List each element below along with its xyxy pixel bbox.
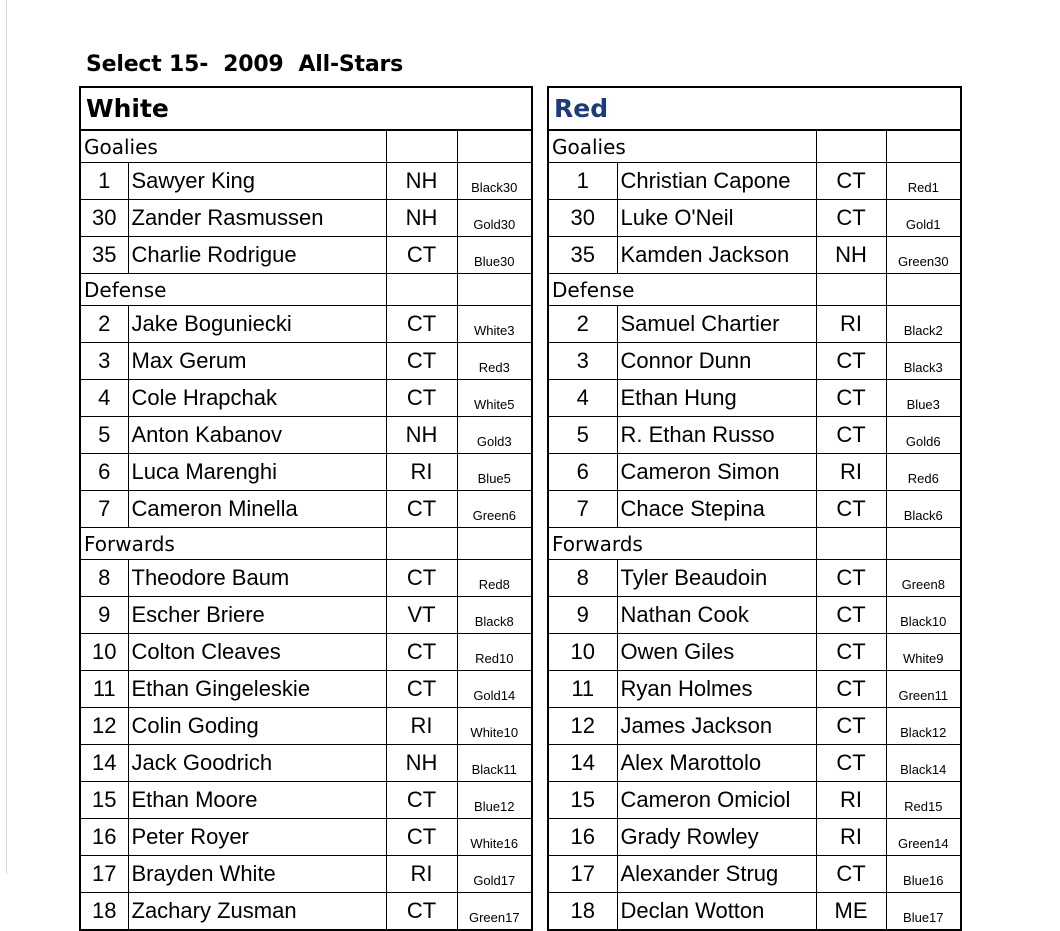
player-number: 5	[80, 417, 128, 454]
player-state: NH	[386, 163, 457, 200]
player-row	[80, 200, 532, 237]
empty-cell	[386, 528, 457, 560]
player-row	[548, 708, 961, 745]
section-header-row	[80, 130, 532, 163]
section-header-row	[80, 528, 532, 560]
player-number: 9	[80, 597, 128, 634]
player-jersey: Red10	[457, 634, 532, 671]
player-row	[548, 163, 961, 200]
player-number: 14	[548, 745, 617, 782]
white-team-roster-table	[79, 86, 533, 931]
player-row	[80, 560, 532, 597]
player-row	[80, 708, 532, 745]
player-jersey: White16	[457, 819, 532, 856]
player-jersey: Gold1	[886, 200, 961, 237]
player-number: 35	[548, 237, 617, 274]
player-number: 11	[548, 671, 617, 708]
player-state: ME	[816, 893, 886, 931]
player-number: 9	[548, 597, 617, 634]
player-row	[548, 343, 961, 380]
empty-cell	[457, 528, 532, 560]
player-row	[548, 782, 961, 819]
player-name: Jack Goodrich	[128, 745, 386, 782]
player-name: Peter Royer	[128, 819, 386, 856]
section-header-row	[548, 130, 961, 163]
player-state: CT	[816, 634, 886, 671]
player-number: 8	[548, 560, 617, 597]
section-label: Forwards	[548, 528, 816, 560]
player-name: Brayden White	[128, 856, 386, 893]
empty-cell	[386, 274, 457, 306]
empty-cell	[457, 130, 532, 163]
player-name: Ethan Gingeleskie	[128, 671, 386, 708]
player-row	[80, 491, 532, 528]
player-name: James Jackson	[617, 708, 816, 745]
player-name: Kamden Jackson	[617, 237, 816, 274]
player-row	[80, 856, 532, 893]
player-jersey: White10	[457, 708, 532, 745]
player-row	[548, 597, 961, 634]
player-name: Colton Cleaves	[128, 634, 386, 671]
player-row	[80, 380, 532, 417]
player-number: 8	[80, 560, 128, 597]
player-name: Anton Kabanov	[128, 417, 386, 454]
player-state: CT	[816, 671, 886, 708]
player-jersey: Black8	[457, 597, 532, 634]
player-state: RI	[816, 782, 886, 819]
player-name: Ryan Holmes	[617, 671, 816, 708]
player-state: VT	[386, 597, 457, 634]
player-number: 5	[548, 417, 617, 454]
player-row	[548, 634, 961, 671]
player-state: CT	[816, 163, 886, 200]
player-number: 7	[548, 491, 617, 528]
player-number: 2	[548, 306, 617, 343]
section-label: Defense	[80, 274, 386, 306]
player-name: Colin Goding	[128, 708, 386, 745]
player-state: CT	[816, 708, 886, 745]
section-header-row	[548, 274, 961, 306]
player-jersey: Black3	[886, 343, 961, 380]
player-jersey: Blue30	[457, 237, 532, 274]
player-number: 15	[80, 782, 128, 819]
player-name: Cameron Simon	[617, 454, 816, 491]
player-row	[548, 671, 961, 708]
player-number: 6	[80, 454, 128, 491]
team-header-row	[80, 87, 532, 130]
player-row	[80, 417, 532, 454]
player-number: 18	[548, 893, 617, 931]
player-row	[548, 380, 961, 417]
section-header-row	[80, 274, 532, 306]
section-label: Forwards	[80, 528, 386, 560]
player-row	[548, 856, 961, 893]
player-number: 17	[80, 856, 128, 893]
player-row	[548, 745, 961, 782]
player-jersey: Blue17	[886, 893, 961, 931]
player-name: Jake Boguniecki	[128, 306, 386, 343]
player-jersey: Black30	[457, 163, 532, 200]
player-jersey: Green6	[457, 491, 532, 528]
empty-cell	[816, 528, 886, 560]
empty-cell	[457, 274, 532, 306]
player-jersey: Gold14	[457, 671, 532, 708]
player-jersey: Black11	[457, 745, 532, 782]
player-row	[80, 597, 532, 634]
player-jersey: Gold3	[457, 417, 532, 454]
player-number: 3	[80, 343, 128, 380]
player-name: R. Ethan Russo	[617, 417, 816, 454]
player-jersey: Green17	[457, 893, 532, 931]
player-number: 30	[548, 200, 617, 237]
player-state: CT	[816, 491, 886, 528]
player-row	[548, 819, 961, 856]
player-jersey: Green14	[886, 819, 961, 856]
player-jersey: Red15	[886, 782, 961, 819]
player-number: 16	[80, 819, 128, 856]
player-state: NH	[386, 200, 457, 237]
player-row	[548, 454, 961, 491]
player-number: 6	[548, 454, 617, 491]
player-jersey: Blue12	[457, 782, 532, 819]
player-jersey: Black10	[886, 597, 961, 634]
player-jersey: Red3	[457, 343, 532, 380]
player-row	[80, 454, 532, 491]
player-name: Ethan Hung	[617, 380, 816, 417]
empty-cell	[886, 130, 961, 163]
player-state: CT	[386, 343, 457, 380]
section-label: Defense	[548, 274, 816, 306]
team-name: White	[80, 87, 532, 130]
player-number: 12	[80, 708, 128, 745]
player-row	[80, 343, 532, 380]
player-state: CT	[386, 819, 457, 856]
player-row	[80, 782, 532, 819]
empty-cell	[886, 528, 961, 560]
player-number: 3	[548, 343, 617, 380]
player-state: NH	[386, 745, 457, 782]
player-jersey: Black12	[886, 708, 961, 745]
player-row	[80, 163, 532, 200]
player-number: 17	[548, 856, 617, 893]
player-state: CT	[386, 634, 457, 671]
player-name: Sawyer King	[128, 163, 386, 200]
player-jersey: Black6	[886, 491, 961, 528]
player-row	[548, 491, 961, 528]
player-name: Zander Rasmussen	[128, 200, 386, 237]
player-state: CT	[386, 560, 457, 597]
player-state: CT	[816, 745, 886, 782]
player-number: 7	[80, 491, 128, 528]
player-name: Charlie Rodrigue	[128, 237, 386, 274]
empty-cell	[816, 274, 886, 306]
player-row	[548, 237, 961, 274]
player-number: 1	[80, 163, 128, 200]
player-jersey: Green11	[886, 671, 961, 708]
player-jersey: Blue16	[886, 856, 961, 893]
player-name: Escher Briere	[128, 597, 386, 634]
player-name: Theodore Baum	[128, 560, 386, 597]
team-header-row	[548, 87, 961, 130]
page-edge-line	[6, 0, 7, 874]
player-state: RI	[386, 454, 457, 491]
player-state: CT	[386, 893, 457, 931]
player-state: NH	[386, 417, 457, 454]
player-number: 15	[548, 782, 617, 819]
section-label: Goalies	[548, 130, 816, 163]
player-state: RI	[816, 819, 886, 856]
player-state: CT	[816, 343, 886, 380]
player-name: Christian Capone	[617, 163, 816, 200]
player-jersey: Gold30	[457, 200, 532, 237]
player-name: Owen Giles	[617, 634, 816, 671]
player-number: 11	[80, 671, 128, 708]
player-name: Max Gerum	[128, 343, 386, 380]
player-number: 16	[548, 819, 617, 856]
player-number: 1	[548, 163, 617, 200]
player-name: Alex Marottolo	[617, 745, 816, 782]
player-number: 12	[548, 708, 617, 745]
player-state: CT	[816, 417, 886, 454]
player-state: CT	[386, 782, 457, 819]
page-title: Select 15- 2009 All-Stars	[86, 52, 404, 77]
player-number: 10	[548, 634, 617, 671]
player-jersey: White3	[457, 306, 532, 343]
player-row	[80, 671, 532, 708]
player-row	[80, 237, 532, 274]
player-name: Grady Rowley	[617, 819, 816, 856]
player-jersey: Red8	[457, 560, 532, 597]
player-jersey: Green8	[886, 560, 961, 597]
player-state: CT	[816, 200, 886, 237]
player-row	[80, 306, 532, 343]
player-state: RI	[816, 306, 886, 343]
player-jersey: Red1	[886, 163, 961, 200]
red-team-roster-table	[547, 86, 962, 931]
player-state: CT	[816, 597, 886, 634]
player-name: Luke O'Neil	[617, 200, 816, 237]
player-number: 30	[80, 200, 128, 237]
player-state: CT	[816, 856, 886, 893]
player-state: CT	[386, 237, 457, 274]
player-number: 18	[80, 893, 128, 931]
player-state: CT	[386, 671, 457, 708]
player-jersey: Gold6	[886, 417, 961, 454]
team-name: Red	[548, 87, 961, 130]
player-name: Samuel Chartier	[617, 306, 816, 343]
player-number: 10	[80, 634, 128, 671]
player-name: Luca Marenghi	[128, 454, 386, 491]
player-state: CT	[386, 380, 457, 417]
player-state: NH	[816, 237, 886, 274]
player-row	[80, 893, 532, 931]
player-row	[548, 560, 961, 597]
player-number: 4	[80, 380, 128, 417]
player-jersey: Gold17	[457, 856, 532, 893]
player-name: Cameron Minella	[128, 491, 386, 528]
player-jersey: Green30	[886, 237, 961, 274]
player-number: 4	[548, 380, 617, 417]
player-row	[548, 893, 961, 931]
player-state: CT	[386, 306, 457, 343]
player-jersey: Blue5	[457, 454, 532, 491]
player-name: Connor Dunn	[617, 343, 816, 380]
player-state: RI	[386, 708, 457, 745]
player-jersey: Black2	[886, 306, 961, 343]
section-header-row	[548, 528, 961, 560]
player-name: Chace Stepina	[617, 491, 816, 528]
player-number: 14	[80, 745, 128, 782]
section-label: Goalies	[80, 130, 386, 163]
player-name: Nathan Cook	[617, 597, 816, 634]
player-name: Alexander Strug	[617, 856, 816, 893]
player-state: RI	[386, 856, 457, 893]
player-name: Declan Wotton	[617, 893, 816, 931]
empty-cell	[886, 274, 961, 306]
player-name: Ethan Moore	[128, 782, 386, 819]
player-row	[80, 634, 532, 671]
empty-cell	[386, 130, 457, 163]
empty-cell	[816, 130, 886, 163]
player-state: CT	[816, 380, 886, 417]
player-state: RI	[816, 454, 886, 491]
player-state: CT	[816, 560, 886, 597]
player-name: Tyler Beaudoin	[617, 560, 816, 597]
player-jersey: Blue3	[886, 380, 961, 417]
player-state: CT	[386, 491, 457, 528]
player-name: Zachary Zusman	[128, 893, 386, 931]
player-name: Cole Hrapchak	[128, 380, 386, 417]
player-row	[548, 200, 961, 237]
player-jersey: White9	[886, 634, 961, 671]
player-jersey: Red6	[886, 454, 961, 491]
player-number: 35	[80, 237, 128, 274]
player-jersey: White5	[457, 380, 532, 417]
player-row	[548, 306, 961, 343]
player-row	[80, 819, 532, 856]
player-number: 2	[80, 306, 128, 343]
player-row	[548, 417, 961, 454]
player-name: Cameron Omiciol	[617, 782, 816, 819]
player-jersey: Black14	[886, 745, 961, 782]
player-row	[80, 745, 532, 782]
